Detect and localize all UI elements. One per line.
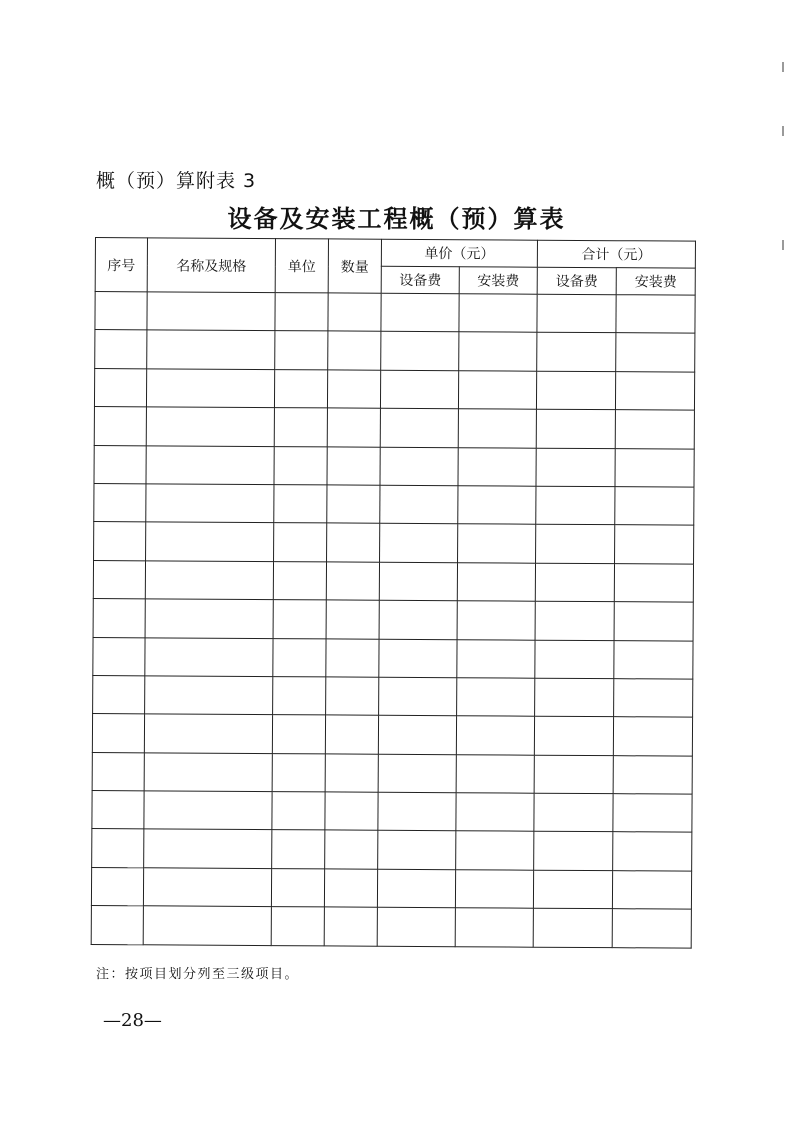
table-cell: [144, 791, 272, 830]
table-cell: [272, 753, 325, 792]
table-cell: [378, 754, 456, 793]
table-cell: [455, 908, 533, 947]
table-cell: [273, 561, 326, 600]
table-cell: [145, 561, 273, 600]
table-cell: [92, 791, 144, 830]
table-cell: [324, 907, 377, 946]
table-cell: [613, 717, 692, 756]
table-cell: [328, 293, 381, 332]
table-cell: [379, 562, 457, 601]
table-cell: [614, 602, 693, 641]
table-row: [93, 637, 693, 679]
table-cell: [94, 483, 146, 522]
table-cell: [272, 830, 325, 869]
table-cell: [145, 599, 273, 638]
table-cell: [458, 371, 536, 410]
budget-table-container: [91, 237, 695, 948]
header-total-install: 安装费: [616, 268, 695, 295]
scan-margin-mark: [782, 126, 784, 136]
table-cell: [456, 716, 534, 755]
table-cell: [616, 333, 695, 372]
table-cell: [536, 486, 615, 525]
table-cell: [456, 831, 534, 870]
table-cell: [459, 332, 537, 371]
table-cell: [534, 755, 613, 794]
table-cell: [536, 371, 615, 410]
table-cell: [614, 563, 693, 602]
table-cell: [144, 714, 272, 753]
table-cell: [95, 330, 147, 369]
table-cell: [94, 407, 146, 446]
table-cell: [534, 832, 613, 871]
table-cell: [324, 869, 377, 908]
table-cell: [93, 675, 145, 714]
table-row: [92, 791, 692, 833]
table-cell: [325, 754, 378, 793]
table-cell: [143, 906, 271, 945]
table-cell: [325, 715, 378, 754]
table-cell: [612, 871, 691, 910]
table-cell: [325, 792, 378, 831]
table-row: [93, 560, 693, 602]
table-cell: [274, 408, 327, 447]
table-cell: [458, 524, 536, 563]
page-number: —28—: [103, 1010, 162, 1031]
table-cell: [274, 485, 327, 524]
scan-margin-mark: [782, 240, 784, 250]
table-cell: [536, 409, 615, 448]
table-cell: [326, 677, 379, 716]
table-cell: [457, 562, 535, 601]
table-cell: [457, 678, 535, 717]
table-cell: [380, 524, 458, 563]
table-cell: [92, 829, 144, 868]
table-cell: [615, 448, 694, 487]
table-row: [94, 483, 694, 525]
table-cell: [326, 638, 379, 677]
table-cell: [614, 679, 693, 718]
table-cell: [327, 408, 380, 447]
table-cell: [93, 599, 145, 638]
header-unit-price-equipment: 设备费: [381, 266, 459, 293]
table-row: [95, 330, 695, 372]
table-cell: [380, 447, 458, 486]
table-cell: [537, 333, 616, 372]
table-cell: [535, 601, 614, 640]
table-cell: [535, 640, 614, 679]
header-unit-price: 单价（元）: [381, 239, 537, 267]
table-cell: [615, 525, 694, 564]
table-cell: [381, 332, 459, 371]
header-name-spec: 名称及规格: [147, 238, 275, 293]
table-row: [91, 906, 691, 948]
table-cell: [326, 600, 379, 639]
table-cell: [616, 295, 695, 334]
table-cell: [271, 868, 324, 907]
table-cell: [534, 716, 613, 755]
table-cell: [457, 639, 535, 678]
table-cell: [378, 716, 456, 755]
table-cell: [272, 792, 325, 831]
table-cell: [146, 522, 274, 561]
table-row: [92, 829, 692, 871]
table-note: 注：按项目划分列至三级项目。: [96, 967, 300, 982]
table-cell: [146, 407, 274, 446]
table-cell: [273, 638, 326, 677]
table-cell: [377, 907, 455, 946]
table-cell: [615, 410, 694, 449]
budget-table: [91, 237, 696, 948]
table-cell: [380, 408, 458, 447]
table-cell: [458, 409, 536, 448]
header-seq: 序号: [95, 238, 147, 292]
table-cell: [457, 601, 535, 640]
table-cell: [615, 487, 694, 526]
table-row: [91, 867, 691, 909]
table-cell: [459, 294, 537, 333]
header-quantity: 数量: [328, 239, 381, 293]
header-total-equipment: 设备费: [537, 267, 616, 294]
table-cell: [144, 829, 272, 868]
table-row: [94, 407, 694, 449]
table-cell: [536, 525, 615, 564]
table-cell: [145, 637, 273, 676]
scan-margin-mark: [782, 62, 784, 72]
header-total: 合计（元）: [537, 240, 695, 268]
table-cell: [326, 562, 379, 601]
table-cell: [327, 370, 380, 409]
table-cell: [379, 639, 457, 678]
table-cell: [91, 906, 143, 945]
header-unit: 单位: [275, 239, 328, 293]
table-row: [93, 599, 693, 641]
table-row: [94, 522, 694, 564]
table-cell: [534, 793, 613, 832]
table-cell: [327, 446, 380, 485]
table-cell: [537, 294, 616, 333]
table-cell: [533, 908, 612, 947]
table-cell: [94, 522, 146, 561]
table-cell: [612, 909, 691, 948]
table-cell: [378, 831, 456, 870]
table-cell: [145, 676, 273, 715]
table-row: [95, 292, 695, 334]
table-cell: [533, 870, 612, 909]
table-cell: [613, 755, 692, 794]
table-cell: [147, 292, 275, 331]
table-cell: [146, 369, 274, 408]
table-cell: [147, 330, 275, 369]
table-cell: [615, 371, 694, 410]
table-cell: [271, 907, 324, 946]
document-title: 设备及安装工程概（预）算表: [227, 204, 566, 233]
table-body: [91, 292, 695, 948]
table-cell: [94, 368, 146, 407]
table-row: [92, 752, 692, 794]
header-row-1: [95, 238, 695, 269]
table-cell: [458, 447, 536, 486]
table-row: [93, 675, 693, 717]
table-cell: [455, 870, 533, 909]
table-cell: [95, 292, 147, 331]
table-cell: [274, 523, 327, 562]
table-cell: [380, 485, 458, 524]
table-cell: [275, 293, 328, 332]
table-cell: [144, 752, 272, 791]
table-cell: [535, 678, 614, 717]
table-cell: [381, 293, 459, 332]
table-cell: [146, 484, 274, 523]
table-cell: [327, 523, 380, 562]
table-cell: [273, 600, 326, 639]
table-cell: [275, 331, 328, 370]
table-cell: [327, 485, 380, 524]
table-cell: [613, 832, 692, 871]
table-cell: [325, 830, 378, 869]
table-cell: [379, 677, 457, 716]
table-cell: [143, 868, 271, 907]
table-cell: [613, 794, 692, 833]
appendix-caption: 概（预）算附表 3: [96, 170, 257, 192]
table-cell: [92, 714, 144, 753]
table-cell: [93, 637, 145, 676]
table-cell: [328, 331, 381, 370]
header-unit-price-install: 安装费: [459, 267, 537, 294]
table-cell: [92, 752, 144, 791]
table-cell: [380, 370, 458, 409]
table-cell: [378, 792, 456, 831]
table-cell: [272, 715, 325, 754]
table-cell: [146, 445, 274, 484]
table-cell: [274, 446, 327, 485]
table-cell: [274, 369, 327, 408]
table-cell: [536, 448, 615, 487]
table-row: [94, 368, 694, 410]
table-row: [94, 445, 694, 487]
table-cell: [456, 754, 534, 793]
table-cell: [91, 867, 143, 906]
table-cell: [377, 869, 455, 908]
table-cell: [93, 560, 145, 599]
table-cell: [458, 486, 536, 525]
table-cell: [273, 677, 326, 716]
table-cell: [379, 600, 457, 639]
table-cell: [94, 445, 146, 484]
table-cell: [614, 640, 693, 679]
table-cell: [456, 793, 534, 832]
table-cell: [535, 563, 614, 602]
table-row: [92, 714, 692, 756]
